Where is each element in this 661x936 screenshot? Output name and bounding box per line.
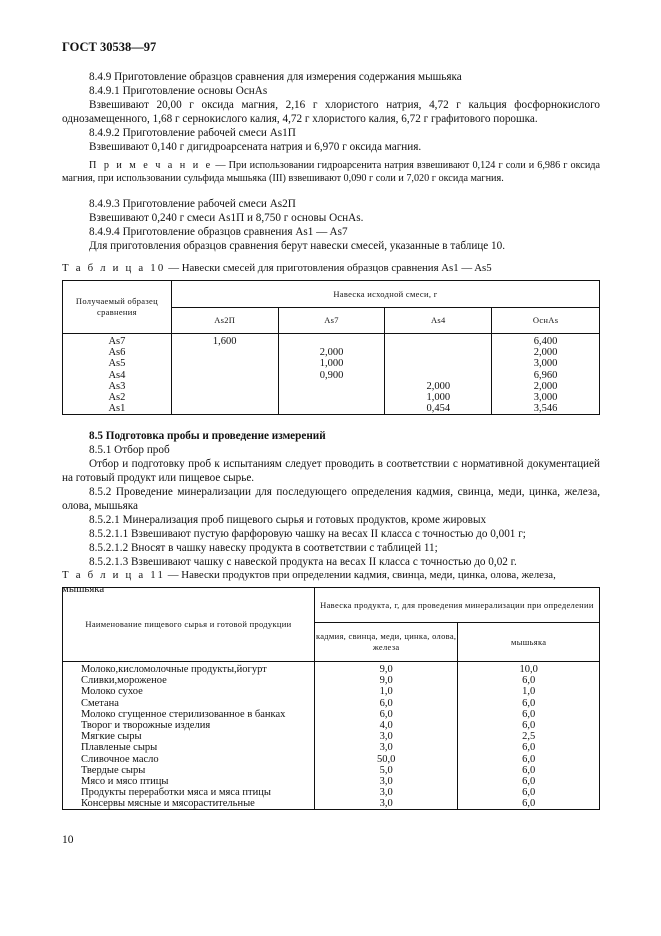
table10-cell: [279, 336, 385, 347]
table10-cell: As4: [108, 369, 126, 381]
table10-cell: [385, 358, 491, 369]
section-8493-block: [62, 197, 600, 253]
table11-cell: 3,0: [379, 731, 393, 743]
para-8521: 8.5.2.1 Минерализация проб пищевого сырья и готовых продуктов, кроме жировых: [89, 514, 487, 526]
table11-cell: 3,0: [379, 742, 393, 754]
table10-column: [385, 334, 492, 415]
table11-subhead-arsenic: мышьяка: [458, 623, 600, 662]
table11-group-header: Навеска продукта, г, для проведения минерализации при определении: [314, 588, 599, 623]
table11-cell: 6,0: [379, 708, 393, 720]
table10-cell: 0,454: [426, 403, 451, 415]
table10-cell: [172, 347, 278, 358]
table11-cell: 5,0: [379, 764, 393, 776]
table11-cell: 3,0: [379, 787, 393, 799]
table10-cell: [172, 392, 278, 403]
table-11: [62, 587, 600, 810]
table10-cell: As2: [108, 391, 126, 403]
para-8493: 8.4.9.3 Приготовление рабочей смеси As2П: [89, 198, 296, 210]
para-852: 8.5.2 Проведение минерализации для последующего определения кадмия, свинца, меди, цинка, железа, олова, мышьяка: [62, 486, 600, 512]
table10-column: [278, 334, 385, 415]
table11-cell: 3,0: [379, 775, 393, 787]
table11-cell: Мягкие сыры: [81, 731, 142, 743]
table10-cell: 1,000: [426, 391, 451, 403]
table11-subhead-metals: кадмия, свинца, меди, цинка, олова, железа: [314, 623, 458, 662]
table10-cell: 6,960: [533, 369, 558, 381]
table10-cell: As3: [108, 380, 126, 392]
table11-cell: Творог и творожные изделия: [81, 719, 211, 731]
table10-cell: 3,000: [533, 391, 558, 403]
table10-cell: 2,000: [533, 347, 558, 359]
page-number: 10: [62, 834, 74, 846]
table11-cell: 6,0: [522, 708, 536, 720]
table11-cell: Молоко сгущенное стерилизованное в банках: [81, 708, 286, 720]
table11-cell: Твердые сыры: [81, 764, 146, 776]
table10-cell: 3,546: [533, 403, 558, 415]
table11-column: [63, 662, 315, 810]
table10-caption-text: — Навески смесей для приготовления образцов сравнения As1 — As5: [165, 262, 492, 274]
section-85-title: 8.5 Подготовка пробы и проведение измерений: [89, 430, 326, 442]
table10-caption-label: Т а б л и ц а 10: [62, 262, 166, 274]
table11-cell: 3,0: [379, 798, 393, 810]
table10-cell: [279, 392, 385, 403]
table10-subhead: As7: [278, 308, 385, 334]
para-8494-body: Для приготовления образцов сравнения берут навески смесей, указанные в таблице 10.: [89, 240, 506, 252]
table-10: [62, 280, 600, 415]
table10-cell: 1,000: [319, 358, 344, 370]
table11-column: [458, 662, 600, 810]
table10-column: [171, 334, 278, 415]
table10-cell: 2,000: [426, 380, 451, 392]
table10-cell: As5: [108, 358, 126, 370]
table10-cell: [172, 381, 278, 392]
table10-subhead: As4: [385, 308, 492, 334]
table11-cell: Сливки,мороженое: [81, 675, 167, 687]
note-label: П р и м е ч а н и е: [89, 160, 213, 171]
table11-cell: 2,5: [522, 731, 536, 743]
table10-cell: [172, 370, 278, 381]
table10-subhead: ОснAs: [492, 308, 600, 334]
table10-cell: [385, 347, 491, 358]
para-849: 8.4.9 Приготовление образцов сравнения для измерения содержания мышьяка: [89, 71, 462, 83]
para-85211: 8.5.2.1.1 Взвешивают пустую фарфоровую чашку на весах II класса с точностью до 0,001 г;: [89, 528, 526, 540]
para-851: 8.5.1 Отбор проб: [89, 444, 170, 456]
note-block: [62, 159, 600, 185]
table10-cell: As6: [108, 347, 126, 359]
table11-cell: Плавленые сыры: [81, 742, 158, 754]
table11-cell: 1,0: [522, 686, 536, 698]
table10-cell: [385, 370, 491, 381]
table11-cell: Сливочное масло: [81, 753, 159, 765]
section-849-block: [62, 70, 600, 154]
para-85213: 8.5.2.1.3 Взвешивают чашку с навеской продукта на весах II класса с точностью до 0,02 г.: [89, 556, 517, 568]
table11-cell: 9,0: [379, 664, 393, 675]
table10-caption: [62, 261, 600, 275]
section-85-block: [62, 429, 600, 569]
para-8492: 8.4.9.2 Приготовление рабочей смеси As1П: [89, 127, 296, 139]
table10-cell: 3,000: [533, 358, 558, 370]
table11-cell: Сметана: [81, 697, 119, 709]
para-851-body: Отбор и подготовку проб к испытаниям следует проводить в соответствии с нормативной документацией на готовый продукт или пищевое сырье.: [62, 458, 600, 484]
table11-caption-text: — Навески продуктов при определении кадмия, свинца, меди, цинка, олова, железа, мышьяка: [62, 569, 556, 595]
table11-col0-header: Наименование пищевого сырья и готовой продукции: [63, 588, 315, 662]
para-8491-body: Взвешивают 20,00 г оксида магния, 2,16 г хлористого натрия, 4,72 г кальция фосфорнокислого однозамещенного, 1,68 г сернокислого калия, 4,72 г хлористого калия, 6,72 г графитового порошка.: [62, 99, 600, 125]
note-text: — При использовании гидроарсенита натрия взвешивают 0,124 г соли и 6,986 г оксида магния, при использовании сульфида мышьяка (III) взвешивают 0,090 г соли и 7,020 г оксида магния.: [62, 160, 600, 184]
table11-cell: 6,0: [379, 697, 393, 709]
table11-cell: 4,0: [379, 719, 393, 731]
table11-cell: 6,0: [522, 764, 536, 776]
table10-cell: As1: [108, 403, 126, 415]
table11-cell: 6,0: [522, 787, 536, 799]
table10-cell: 0,900: [319, 369, 344, 381]
table10-cell: [279, 403, 385, 414]
table11-cell: 6,0: [522, 742, 536, 754]
para-8494: 8.4.9.4 Приготовление образцов сравнения As1 — As7: [89, 226, 348, 238]
table11-cell: Консервы мясные и мясорастительные: [81, 798, 255, 810]
table11-column: [314, 662, 458, 810]
table10-cell: [279, 381, 385, 392]
table10-cell: [385, 336, 491, 347]
table11-cell: Мясо и мясо птицы: [81, 775, 169, 787]
para-8491: 8.4.9.1 Приготовление основы ОснAs: [89, 85, 268, 97]
table10-cell: [172, 403, 278, 414]
table11-cell: Молоко,кисломолочные продукты,йогурт: [81, 664, 267, 675]
para-8492-body: Взвешивают 0,140 г дигидроарсената натрия и 6,970 г оксида магния.: [89, 141, 422, 153]
table10-col0-header: Получаемый образец сравнения: [63, 281, 172, 334]
table11-cell: Молоко сухое: [81, 686, 143, 698]
table11-cell: 6,0: [522, 753, 536, 765]
table10-cell: [172, 358, 278, 369]
table11-cell: 9,0: [379, 675, 393, 687]
table10-cell: 1,600: [212, 336, 237, 347]
table11-cell: 6,0: [522, 675, 536, 687]
table11-cell: 10,0: [519, 664, 538, 675]
table10-cell: 6,400: [533, 336, 558, 347]
table11-cell: 50,0: [376, 753, 396, 765]
table11-caption-label: Т а б л и ц а 11: [62, 569, 166, 581]
table10-column: [492, 334, 600, 415]
table11-cell: 6,0: [522, 719, 536, 731]
para-8493-body: Взвешивают 0,240 г смеси As1П и 8,750 г основы ОснAs.: [89, 212, 364, 224]
table10-cell: As7: [108, 336, 126, 347]
table11-cell: 6,0: [522, 775, 536, 787]
table11-cell: 1,0: [379, 686, 393, 698]
table10-cell: 2,000: [533, 380, 558, 392]
table11-cell: 6,0: [522, 798, 536, 810]
table10-group-header: Навеска исходной смеси, г: [171, 281, 599, 308]
para-85212: 8.5.2.1.2 Вносят в чашку навеску продукта в соответствии с таблицей 11;: [89, 542, 438, 554]
table10-column: [63, 334, 172, 415]
table10-cell: 2,000: [319, 347, 344, 359]
table10-subhead: As2П: [171, 308, 278, 334]
table11-cell: Продукты переработки мяса и мяса птицы: [81, 787, 271, 799]
page-header: ГОСТ 30538—97: [62, 40, 157, 54]
table11-cell: 6,0: [522, 697, 536, 709]
